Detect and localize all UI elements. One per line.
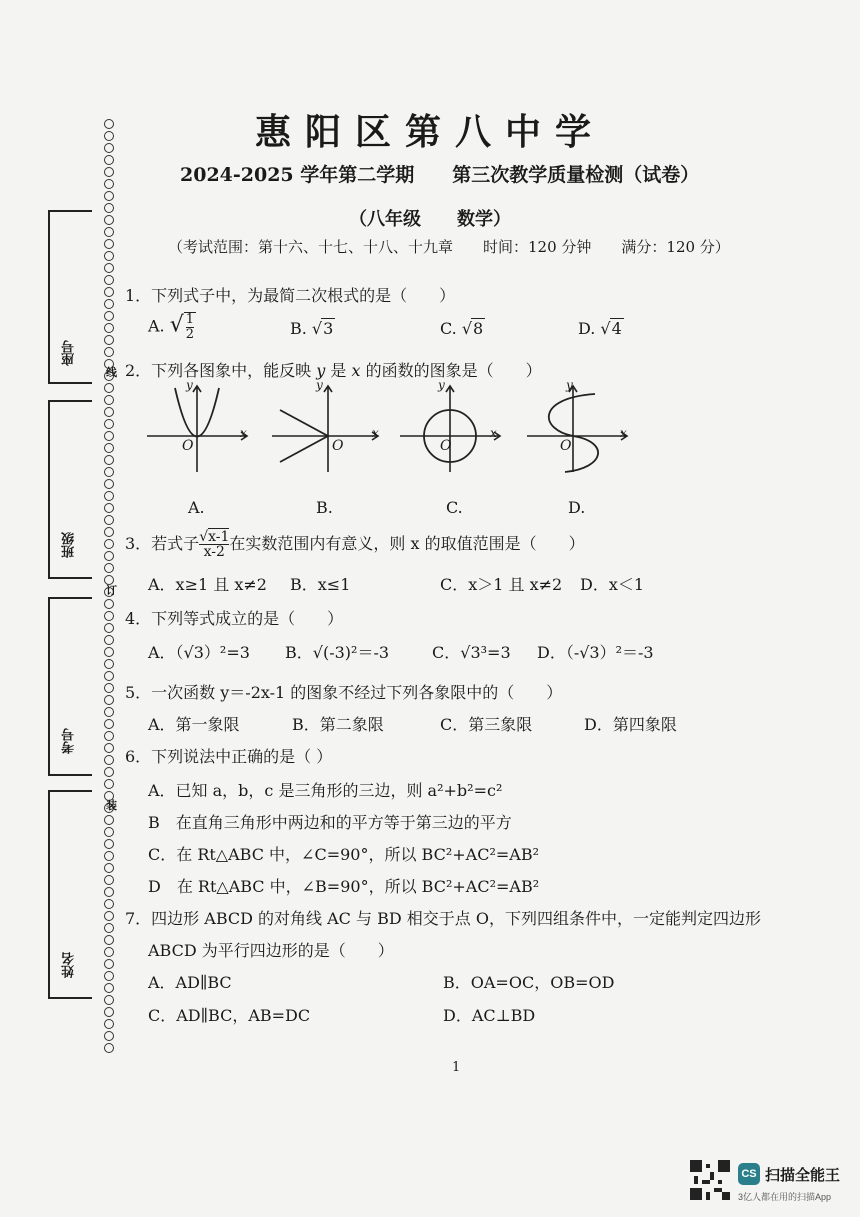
q1-option-c: C. √8 xyxy=(440,319,484,338)
binding-circle xyxy=(104,887,114,897)
q3-option-b: B．x≤1 xyxy=(290,575,351,594)
binding-circle xyxy=(104,287,114,297)
question-7-stem: 7．四边形 ABCD 的对角线 AC 与 BD 相交于点 O，下列四组条件中，一定能判定四边形 xyxy=(125,909,761,928)
binding-circle xyxy=(104,251,114,261)
binding-circle xyxy=(104,299,114,309)
q6-option-b: B 在直角三角形中两边和的平方等于第三边的平方 xyxy=(148,813,512,832)
graph-c-x-label: x xyxy=(490,426,497,440)
binding-circle xyxy=(104,623,114,633)
graph-d-x-label: x xyxy=(620,426,627,440)
binding-circle xyxy=(104,1031,114,1041)
binding-circle xyxy=(104,419,114,429)
q3-option-a: A．x≥1 且 x≠2 xyxy=(148,575,267,594)
binding-circle xyxy=(104,275,114,285)
q7-option-b: B．OA=OC，OB=OD xyxy=(443,973,615,992)
binding-circle xyxy=(104,395,114,405)
graph-b xyxy=(270,380,385,475)
binding-circle xyxy=(104,599,114,609)
q3-option-c: C．x＞1 且 x≠2 xyxy=(440,575,563,594)
name-label: 姓名 xyxy=(62,952,77,978)
q7-option-d: D．AC⊥BD xyxy=(443,1006,536,1025)
binding-circle xyxy=(104,503,114,513)
graph-b-y-label: y xyxy=(316,378,323,392)
binding-circle xyxy=(104,983,114,993)
scanner-logo-icon: CS xyxy=(738,1163,760,1185)
q4-option-d: D．（-√3）²＝-3 xyxy=(537,643,654,662)
graph-a xyxy=(145,380,255,475)
graph-d-origin: O xyxy=(560,438,572,454)
graph-a-y-label: y xyxy=(186,378,193,392)
q1-option-b: B. √3 xyxy=(290,319,334,338)
binding-circle xyxy=(104,311,114,321)
binding-circle xyxy=(104,491,114,501)
question-6-stem: 6．下列说法中正确的是（ ） xyxy=(125,747,333,766)
exam-subtitle: 2024-2025 学年第二学期 第三次教学质量检测（试卷） xyxy=(180,164,700,186)
binding-circle xyxy=(104,1019,114,1029)
q5-option-a: A．第一象限 xyxy=(148,715,240,734)
binding-circle xyxy=(104,443,114,453)
school-title: 惠阳区第八中学 xyxy=(254,111,605,153)
binding-circle xyxy=(104,935,114,945)
graph-d xyxy=(525,380,635,475)
q1-option-a: A. √ $\frac{1}{2}$ xyxy=(148,312,195,342)
graph-c-y-label: y xyxy=(438,378,445,392)
binding-circle xyxy=(104,671,114,681)
binding-circle xyxy=(104,335,114,345)
question-3-stem: 3．若式子 $\frac{√x-1}{x-2}$ 在实数范围内有意义，则 x 的取值范围是（ ） xyxy=(125,529,585,560)
question-1-stem: 1．下列式子中，为最简二次根式的是（ ） xyxy=(125,286,456,305)
question-7-stem-cont: ABCD 为平行四边形的是（ ） xyxy=(148,941,394,960)
scanner-tagline: 3亿人都在用的扫描App xyxy=(738,1192,832,1202)
grade-subject: （八年级 数学） xyxy=(349,209,511,230)
graph-b-x-label: x xyxy=(372,426,379,440)
question-2-stem: 2．下列各图象中，能反映 y 是 x 的函数的图象是（ ） xyxy=(125,361,542,380)
binding-circle xyxy=(104,767,114,777)
binding-circle xyxy=(104,539,114,549)
binding-circle xyxy=(104,839,114,849)
qr-code-icon xyxy=(690,1160,730,1200)
graph-a-x-label: x xyxy=(240,426,247,440)
exam-number-label: 考号 xyxy=(62,728,77,754)
binding-circle xyxy=(104,719,114,729)
scanner-app-name: 扫描全能王 xyxy=(765,1167,841,1184)
graph-b-label: B. xyxy=(316,498,333,517)
binding-circle xyxy=(104,323,114,333)
binding-circle xyxy=(104,263,114,273)
binding-circle xyxy=(104,995,114,1005)
graph-d-label: D. xyxy=(568,498,586,517)
binding-circle xyxy=(104,383,114,393)
q7-option-c: C．AD∥BC，AB=DC xyxy=(148,1006,311,1025)
binding-circle xyxy=(104,515,114,525)
binding-circle xyxy=(104,155,114,165)
graph-c-label: C. xyxy=(446,498,463,517)
binding-circle xyxy=(104,191,114,201)
binding-circle xyxy=(104,899,114,909)
q6-option-d: D 在 Rt△ABC 中，∠B=90°，所以 BC²+AC²=AB² xyxy=(148,877,540,896)
graph-b-origin: O xyxy=(332,438,344,454)
q1-option-d: D. √4 xyxy=(578,319,622,338)
q5-option-d: D．第四象限 xyxy=(584,715,677,734)
graph-a-origin: O xyxy=(182,438,194,454)
binding-circle xyxy=(104,743,114,753)
q7-option-a: A．AD∥BC xyxy=(148,973,232,992)
binding-circle xyxy=(104,431,114,441)
binding-circle xyxy=(104,635,114,645)
graph-d-y-label: y xyxy=(566,378,573,392)
binding-circle xyxy=(104,827,114,837)
binding-circle xyxy=(104,1043,114,1053)
binding-circle xyxy=(104,179,114,189)
binding-circle xyxy=(104,863,114,873)
bind-mark: 订 xyxy=(106,584,117,597)
line-mark: 线 xyxy=(106,366,117,379)
class-label: 班级 xyxy=(62,532,77,558)
q4-option-a: A．（√3）²=3 xyxy=(148,643,250,662)
binding-circle xyxy=(104,851,114,861)
graph-c-origin: O xyxy=(440,438,452,454)
binding-circle xyxy=(104,959,114,969)
q3-option-d: D．x＜1 xyxy=(580,575,645,594)
binding-circle xyxy=(104,755,114,765)
binding-circle xyxy=(104,731,114,741)
binding-circle xyxy=(104,563,114,573)
binding-circle xyxy=(104,875,114,885)
q6-option-c: C．在 Rt△ABC 中，∠C=90°，所以 BC²+AC²=AB² xyxy=(148,845,540,864)
binding-circle xyxy=(104,479,114,489)
binding-circle xyxy=(104,527,114,537)
binding-circle xyxy=(104,659,114,669)
binding-circle xyxy=(104,467,114,477)
binding-circle xyxy=(104,695,114,705)
q4-option-c: C．√3³=3 xyxy=(432,643,511,662)
binding-circle xyxy=(104,815,114,825)
binding-circle xyxy=(104,407,114,417)
binding-circle xyxy=(104,611,114,621)
question-5-stem: 5．一次函数 y＝-2x-1 的图象不经过下列各象限中的（ ） xyxy=(125,683,563,702)
binding-circle xyxy=(104,647,114,657)
q5-option-c: C．第三象限 xyxy=(440,715,533,734)
seat-label: 座号 xyxy=(62,340,77,366)
binding-circle xyxy=(104,923,114,933)
staple-mark: 装 xyxy=(106,799,117,812)
binding-circle xyxy=(104,239,114,249)
question-4-stem: 4．下列等式成立的是（ ） xyxy=(125,609,344,628)
binding-circle xyxy=(104,551,114,561)
binding-circle xyxy=(104,455,114,465)
binding-circle xyxy=(104,1007,114,1017)
page-number: 1 xyxy=(452,1060,461,1075)
q5-option-b: B．第二象限 xyxy=(292,715,384,734)
graph-a-label: A. xyxy=(188,498,205,517)
binding-circle xyxy=(104,911,114,921)
q6-option-a: A．已知 a，b，c 是三角形的三边，则 a²+b²=c² xyxy=(148,781,503,800)
binding-circle xyxy=(104,707,114,717)
binding-circle xyxy=(104,167,114,177)
binding-circle xyxy=(104,947,114,957)
exam-info: （考试范围：第十六、十七、十八、十九章 时间：120 分钟 满分：120 分） xyxy=(168,238,730,256)
binding-circle xyxy=(104,347,114,357)
sqrt-icon: √ xyxy=(169,312,184,338)
binding-circle xyxy=(104,971,114,981)
binding-circle xyxy=(104,779,114,789)
q4-option-b: B．√(-3)²＝-3 xyxy=(285,643,390,662)
binding-circle xyxy=(104,683,114,693)
